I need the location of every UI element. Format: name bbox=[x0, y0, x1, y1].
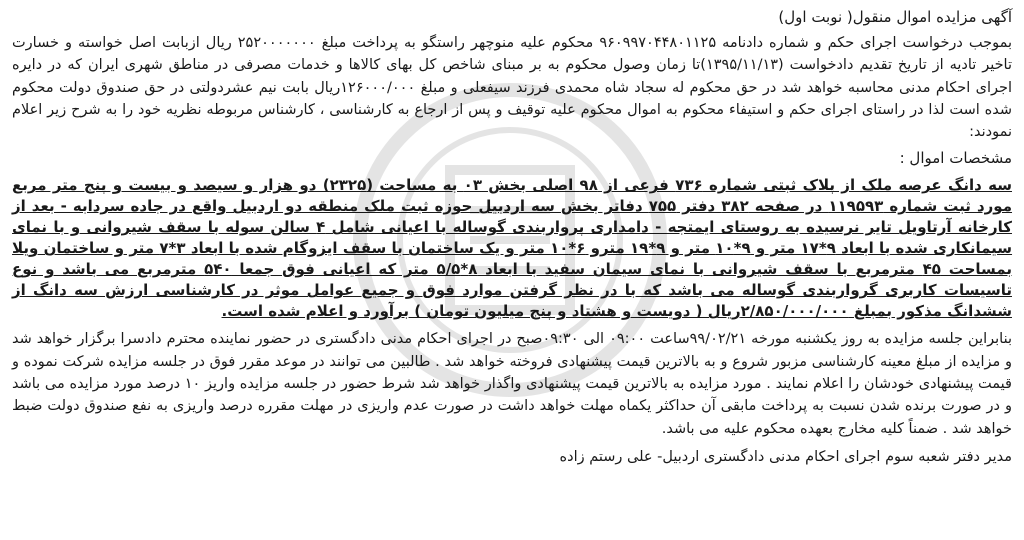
page-title: آگهی مزایده اموال منقول( نوبت اول) bbox=[778, 8, 1012, 26]
intro-paragraph: بموجب درخواست اجرای حکم و شماره دادنامه ۹۶۰۹۹۷۰۴۴۸۰۱۱۲۵ محکوم علیه منوچهر راستگو به پرداخت مبلغ ۲۵۲۰۰۰۰۰۰۰ ریال ازبابت اصل خواسته و خسارت تاخیر تادیه از تاریخ تقدیم دادخواست (۱۳۹۵/۱۱/۱۳)تا زمان وصول محکوم به بر مبنای شاخص کل بهای کالاها و خدمات مصرفی در مناطق شهری ایران که در دایره اجرای احکام مدنی محاسبه خواهد شد در حق محکوم له سجاد شاه محمدی فرزند سیفعلی و مبلغ ۱۲۶۰۰۰/۰۰۰ریال بابت نیم عشردولتی در حق صندوق دولت محکوم شده است لذا در راستای اجرای حکم و استیفاء محکوم به اموال محکوم علیه توقیف و پس از ارجاع به کارشناسی ، کارشناس مربوطه نظریه خود را به شرح زیر اعلام نمودند: bbox=[12, 35, 1012, 141]
auction-paragraph: بنابراین جلسه مزایده به روز یکشنبه مورخه ۹۹/۰۲/۲۱ساعت ۰۹:۰۰ الی ۰۹:۳۰صبح در اجرای احکام مدنی دادگستری در حضور نماینده محترم دادسرا برگزار خواهد شد و مزایده از مبلغ معینه کارشناسی مزبور شروع و به بالاترین قیمت پیشنهادی فروخته خواهد شد . طالبین می توانند در موعد مقرر فوق در جلسه مزایده شرکت نموده و قیمت پیشنهادی خودشان را اعلام نمایند . مورد مزایده به بالاترین قیمت پیشنهادی واگذار خواهد شد شرط حضور در جلسه مزایده واریز ۱۰ درصد مورد مزایده می باشد و در صورت برنده شدن نسبت به پرداخت مابقی آن حداکثر یکماه مهلت خواهد داشت در صورت عدم واریزی در مهلت مقرره درصد واریزی به نفع صندوق دولت ضبط خواهد شد . ضمناً کلیه مخارج بعهده محکوم علیه می باشد. bbox=[12, 331, 1012, 437]
section-label-property: مشخصات اموال : bbox=[899, 149, 1012, 168]
property-description: سه دانگ عرصه ملک از پلاک ثبتی شماره ۷۳۶ فرعی از ۹۸ اصلی بخش ۰۳ به مساحت (۲۳۲۵) دو هزار و سیصد و بیست و پنج متر مربع مورد ثبت شماره ۱۱۹۵۹۳ در صفحه ۳۸۲ دفتر ۷۵۵ دفاتر بخش سه اردبیل حوزه ثبت ملک منطقه دو اردبیل واقع در جاده سردابه - بعد از کارخانه آرتاویل تایر نرسیده به روستای ایمتجه - دامداری پرواربندی گوساله با اعیانی شامل ۴ سالن سوله با سقف شیروانی و با نمای سیمانکاری شده با ابعاد ۹*۱۷ متر و ۹*۱۰ متر و ۹*۱۹ مترو ۶*۱۰ متر و یک ساختمان با سقف ایزوگام شده با ابعاد ۳*۷ متر و ساختمان ویلا بمساحت ۴۵ مترمربع با سقف شیروانی با نمای سیمان سفید با ابعاد ۸*۵/۵ متر که اعیانی فوق جمعا ۵۴۰ مترمربع می باشد و نوع تاسیسات کاربری گرواربندی گوساله می باشد که با در نظر گرفتن موارد فوق و جمیع عوامل موثر در کارشناسی ارزش سه دانگ از ششدانگ مذکور بمبلغ ۲/۸۵۰/۰۰۰/۰۰۰ریال ( دویست و هشتاد و پنج میلیون تومان ) برآورد و اعلام شده است. bbox=[12, 176, 1013, 321]
signature-line: مدیر دفتر شعبه سوم اجرای احکام مدنی دادگستری اردبیل- علی رستم زاده bbox=[559, 448, 1012, 465]
